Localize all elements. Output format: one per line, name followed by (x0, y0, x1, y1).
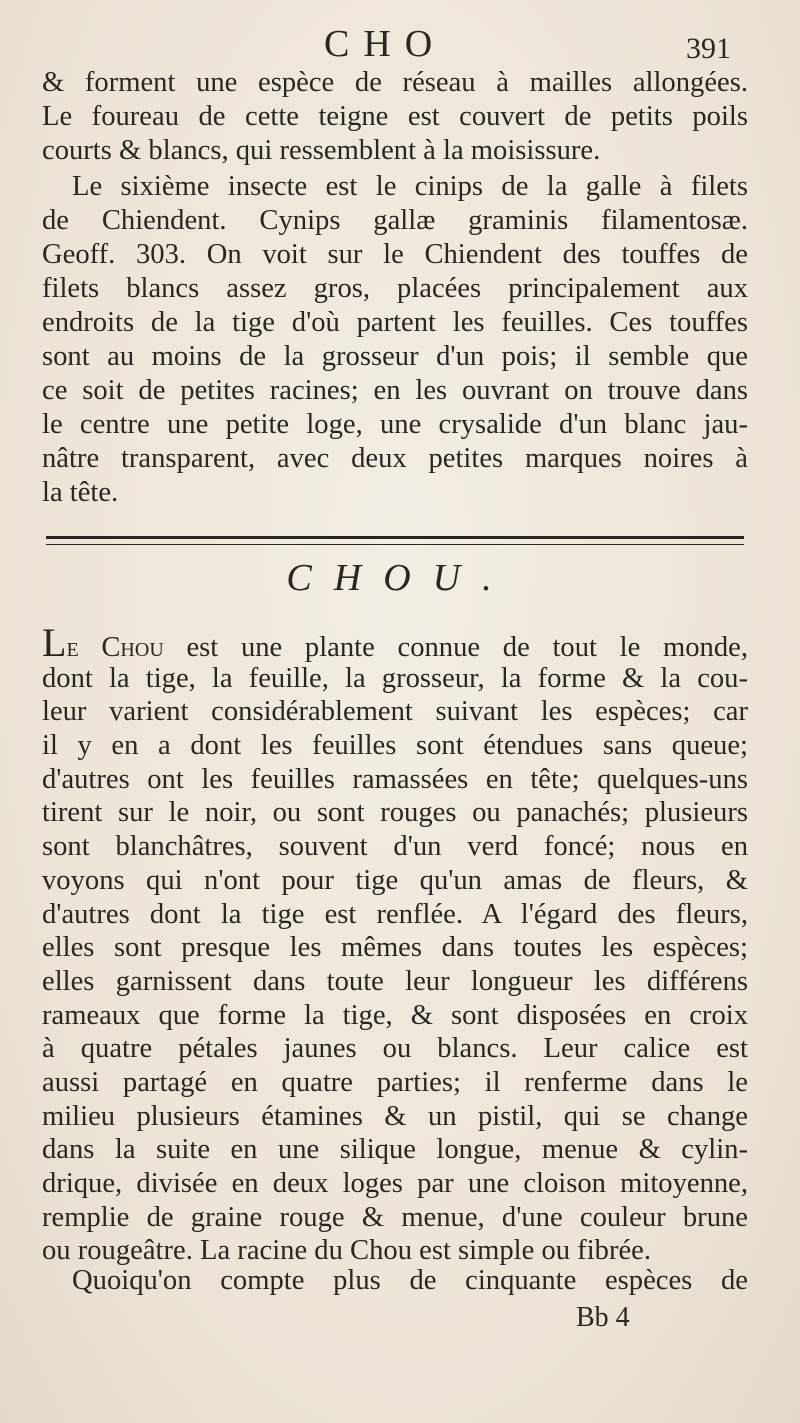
text-line: courts & blancs, qui ressemblent à la moisissure. (42, 135, 601, 166)
text-line: de Chiendent. Cynips gallæ graminis filamentosæ. (42, 205, 748, 236)
text-line: à quatre pétales jaunes ou blancs. Leur calice est (42, 1033, 748, 1065)
text-line: sont blanchâtres, souvent d'un verd foncé; nous en (42, 831, 748, 863)
paragraph-chou (42, 620, 748, 1268)
page-number: 391 (686, 32, 731, 65)
text-line: Le foureau de cette teigne est couvert de petits poils (42, 101, 748, 132)
text-line: ou rougeâtre. La racine du Chou est simple ou fibrée. (42, 1235, 651, 1267)
text-line: la tête. (42, 477, 119, 508)
text-line: d'autres ont les feuilles ramassées en tête; quelques-uns (42, 763, 748, 795)
text-line: elles sont presque les mêmes dans toutes les espèces; (42, 932, 748, 964)
text-line: remplie de graine rouge & menue, d'une couleur brune (42, 1201, 748, 1233)
text-line: Quoiqu'on compte plus de cinquante espèces de (72, 1265, 748, 1296)
text-line: elles garnissent dans toute leur longueur les différens (42, 965, 748, 997)
text-line: tirent sur le noir, ou sont rouges ou panachés; plusieurs (42, 797, 748, 829)
text-line: il y en a dont les feuilles sont étendues sans queue; (42, 730, 748, 762)
text-line: dans la suite en une silique longue, menue & cylin- (42, 1134, 748, 1166)
section-title: CHOU. (286, 557, 514, 599)
text-line: nâtre transparent, avec deux petites marques noires à (42, 443, 748, 474)
text-line: endroits de la tige d'où partent les feuilles. Ces touffes (42, 307, 748, 338)
text-line: dont la tige, la feuille, la grosseur, la forme & la cou- (42, 662, 748, 694)
text-line: rameaux que forme la tige, & sont disposées en croix (42, 999, 748, 1031)
running-head: CHO (324, 23, 447, 65)
text-line: drique, divisée en deux loges par une cloison mitoyenne, (42, 1168, 748, 1199)
text-line: & forment une espèce de réseau à mailles allongées. (42, 67, 748, 98)
text-line: leur varient considérablement suivant les espèces; car (42, 696, 748, 728)
text-line: voyons qui n'ont pour tige qu'un amas de fleurs, & (42, 864, 748, 896)
text-line: Le sixième insecte est le cinips de la galle à filets (72, 171, 748, 202)
initial-letter: L (42, 620, 67, 665)
small-caps-term: e Chou (66, 632, 164, 663)
text-line: sont au moins de la grosseur d'un pois; il semble que (42, 341, 748, 372)
section-divider (46, 536, 744, 545)
paragraph-sixth-insect (42, 170, 748, 510)
text-line: le centre une petite loge, une crysalide d'un blanc jau- (42, 409, 748, 440)
text-line: filets blancs assez gros, placées principalement aux (42, 273, 748, 304)
text-line: Geoff. 303. On voit sur le Chiendent des touffes de (42, 239, 748, 270)
text-line: d'autres dont la tige est renflée. A l'égard des fleurs, (42, 898, 748, 930)
text-line: milieu plusieurs étamines & un pistil, qui se change (42, 1100, 748, 1132)
paragraph-especes (42, 1264, 748, 1298)
text-line-first (42, 620, 748, 665)
page-header (0, 22, 800, 70)
text-line: ce soit de petites racines; en les ouvrant on trouve dans (42, 375, 748, 406)
paragraph-continuation (42, 66, 748, 168)
text-line: aussi partagé en quatre parties; il renferme dans le (42, 1066, 748, 1098)
catchword-signature: Bb 4 (576, 1302, 630, 1333)
text-fragment: est une plante connue de tout le monde, (163, 632, 748, 663)
